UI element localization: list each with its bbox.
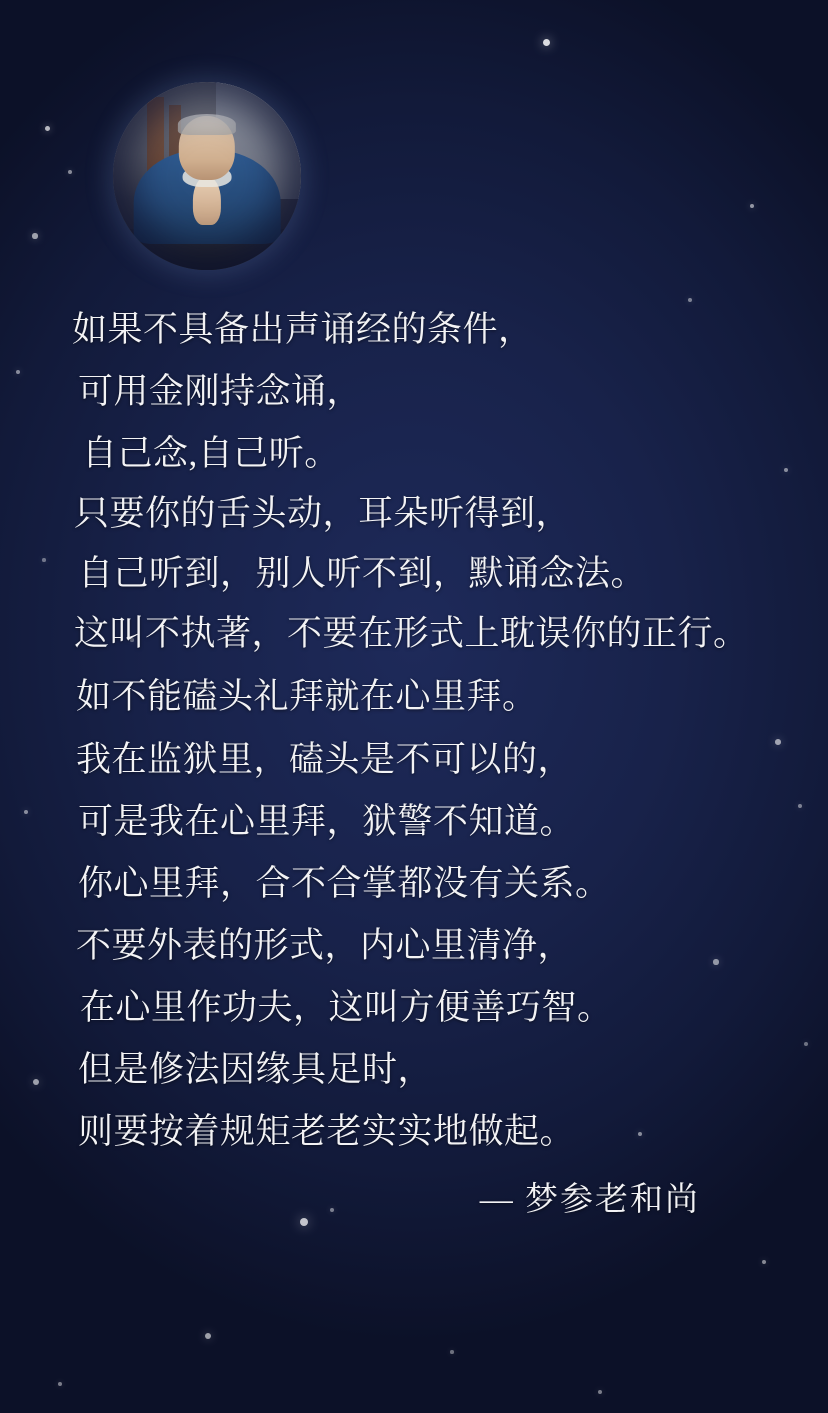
star-dot [205,1333,211,1339]
star-dot [45,126,50,131]
poem-line: 自己念,自己听。 [82,434,340,473]
poem-line: 可是我在心里拜，狱警不知道。 [78,802,576,841]
poem-line: 你心里拜，合不合掌都没有关系。 [78,864,611,903]
poem-line: 只要你的舌头动，耳朵听得到， [74,494,572,533]
star-dot [750,204,754,208]
poem-line: 不要外表的形式，内心里清净， [76,926,574,965]
star-dot [762,1260,766,1264]
star-dot [32,233,37,238]
portrait-vignette [113,82,301,270]
poem-line: 自己听到，别人听不到，默诵念法。 [78,554,647,593]
poem-line: 这叫不执著，不要在形式上耽误你的正行。 [74,614,749,653]
poem-line: 但是修法因缘具足时， [78,1050,434,1089]
star-dot [688,298,692,302]
poem-line: 可用金刚持念诵， [78,372,363,411]
star-dot [598,1390,602,1394]
star-dot [68,170,72,174]
poem-line: 我在监狱里，磕头是不可以的， [76,740,574,779]
star-dot [543,39,550,46]
poem-line: 则要按着规矩老老实实地做起。 [78,1112,576,1151]
monk-portrait-icon [113,82,301,270]
poem-line: 在心里作功夫，这叫方便善巧智。 [80,988,613,1027]
star-dot [450,1350,454,1354]
poem-body [0,312,828,1220]
star-dot [58,1382,62,1386]
attribution-text: — 梦参老和尚 [479,1182,700,1218]
poem-line: 如果不具备出声诵经的条件， [72,310,534,349]
poem-line: 如不能磕头礼拜就在心里拜。 [76,677,538,716]
portrait-frame [113,82,301,270]
